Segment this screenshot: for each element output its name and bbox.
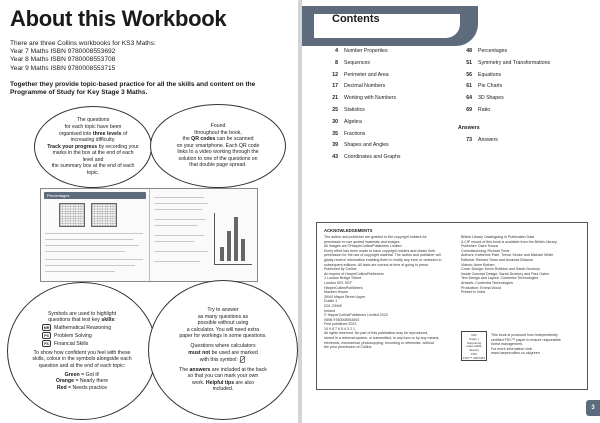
text-line: ISBN 9780008553692 bbox=[324, 317, 360, 322]
callout-text: skills, colour in the symbols alongside each bbox=[32, 356, 132, 363]
callout-text: possible without using bbox=[197, 320, 249, 327]
text-line: The author and publisher are grateful to the copyright holders for bbox=[324, 235, 427, 239]
text-line: subsequent editions. All facts are correct at time of going to press. bbox=[324, 262, 429, 267]
skill-financial-skills bbox=[22, 340, 142, 347]
text-line: © HarperCollinsPublishers Limited 2023 bbox=[324, 313, 388, 318]
text-line: First published 2023 bbox=[324, 322, 357, 327]
callout-text: The answers are included at the back bbox=[179, 366, 267, 373]
text-line: Cover Design: Kevin Robbins and Sarah Duxbury bbox=[461, 267, 540, 272]
acknowledgements-box bbox=[316, 222, 588, 390]
callout-text: that double page spread. bbox=[189, 162, 247, 169]
skills-callout bbox=[7, 282, 157, 420]
hundred-square-graphic bbox=[91, 203, 117, 227]
text-line-graphic bbox=[154, 225, 198, 226]
text-line-graphic bbox=[154, 197, 204, 198]
text-line: www.harpercollins.co.uk/green bbox=[491, 351, 540, 356]
levels-callout bbox=[34, 106, 152, 188]
text-line: A CIP record of this book is available from the British Library. bbox=[461, 239, 558, 244]
text-line: Dublin 1 bbox=[324, 299, 338, 304]
text-line-graphic bbox=[45, 265, 135, 266]
skill-label: Mathematical Reasoning bbox=[54, 324, 112, 331]
answers-heading: Answers bbox=[458, 124, 480, 131]
text-line: An imprint of HarperCollinsPublishers bbox=[324, 271, 384, 276]
text-line: electronic, mechanical, photocopying, recording or otherwise, without bbox=[324, 340, 434, 345]
toc-entry: 25 Statistics bbox=[332, 106, 365, 113]
confidence-green: Green = Got it! bbox=[64, 371, 100, 378]
text-line: Authors: Katherine Pate, Trevor Senior and Michael White bbox=[461, 253, 554, 258]
toc-entry: 35 Fractions bbox=[332, 130, 366, 137]
text-line: HarperCollinsPublishers bbox=[324, 285, 363, 290]
mathematical-reasoning-icon: MR bbox=[43, 326, 50, 331]
callout-text: with this symbol: bbox=[200, 356, 247, 363]
text-line: Videos: Anne Bothen bbox=[461, 262, 495, 267]
confidence-red: Red = Needs practice bbox=[56, 384, 108, 391]
callout-text: Symbols are used to highlight bbox=[47, 310, 117, 317]
toc-entry: 64 3D Shapes bbox=[466, 95, 504, 102]
financial-skills-icon: FS bbox=[42, 340, 51, 347]
text-line: London SE1 9GF bbox=[324, 280, 352, 285]
text-line-graphic bbox=[154, 219, 206, 220]
bar-graphic bbox=[220, 247, 224, 261]
text-line: Artwork: Contentra Technologies bbox=[461, 280, 513, 285]
callout-text: a calculator. You will need extra bbox=[186, 326, 260, 333]
text-line: Text Design and Layout: Contentra Technologies bbox=[461, 276, 539, 281]
toc-entry: 61 Pie Charts bbox=[466, 83, 503, 90]
intro-line: There are three Collins workbooks for KS3 Maths: bbox=[10, 40, 156, 47]
callout-text: organised into three levels of bbox=[58, 130, 128, 137]
page-title: About this Workbook bbox=[10, 6, 227, 31]
acknowledgements-left-column bbox=[324, 235, 452, 350]
text-line: 39/40 Mayor Street Upper bbox=[324, 294, 366, 299]
text-line-graphic bbox=[45, 271, 115, 272]
text-line: Publisher: Clare Souza bbox=[461, 244, 498, 249]
sample-spread-image bbox=[40, 188, 258, 282]
skill-mathematical-reasoning bbox=[22, 324, 142, 331]
text-line: the prior permission of Collins. bbox=[324, 345, 373, 350]
text-line-graphic bbox=[154, 251, 208, 252]
acknowledgements-right-column bbox=[461, 235, 583, 295]
sample-page-banner: Percentages bbox=[44, 192, 146, 199]
text-line: Editorial: Richard Toms and Amanda Dickson bbox=[461, 257, 533, 262]
toc-entry: 56 Equations bbox=[466, 71, 502, 78]
problem-solving-icon: PS bbox=[42, 332, 51, 339]
text-line: D01 C9W8 bbox=[324, 303, 342, 308]
text-line-graphic bbox=[45, 251, 125, 252]
text-line: Published by Collins bbox=[324, 267, 357, 272]
toc-entry: 12 Perimeter and Area bbox=[332, 71, 389, 78]
toc-entry: 17 Decimal Numbers bbox=[332, 83, 386, 90]
toc-entry: 48 Percentages bbox=[466, 48, 508, 54]
fsc-statement bbox=[491, 333, 581, 356]
callout-text: To show how confident you feel with these bbox=[33, 349, 131, 356]
qr-code-callout bbox=[150, 104, 286, 188]
toc-entry: 4 Number Properties bbox=[335, 48, 388, 54]
callout-text: must not be used are marked bbox=[188, 349, 258, 356]
text-line-graphic bbox=[154, 241, 194, 242]
toc-entry: 30 Algebra bbox=[332, 118, 362, 125]
callout-text: questions that test key skills: bbox=[48, 317, 116, 324]
callout-text: on your smartphone. Each QR code bbox=[176, 142, 260, 149]
text-line-graphic bbox=[45, 239, 133, 240]
toc-entry: 39 Shapes and Angles bbox=[332, 142, 389, 149]
text-line: Printed in India bbox=[461, 290, 485, 295]
page-number: 3 bbox=[586, 400, 600, 416]
text-line: All rights reserved. No part of this publication may be reproduced, bbox=[324, 331, 429, 336]
text-line: 10 9 8 7 6 5 4 3 2 1 bbox=[324, 326, 355, 331]
text-line: FSC™ C007454 bbox=[462, 355, 485, 360]
text-line-graphic bbox=[154, 203, 208, 204]
callout-text: work. Helpful tips are also bbox=[192, 379, 254, 386]
callout-text: question and at the end of each topic: bbox=[38, 363, 126, 369]
text-line: 1 London Bridge Street bbox=[324, 276, 361, 281]
toc-entry: 69 Ratio bbox=[466, 106, 491, 113]
intro-line: Year 9 Maths ISBN 9780008553715 bbox=[10, 64, 116, 72]
callout-text: Try to answer bbox=[207, 307, 239, 313]
callout-text: Track your progress by recording your bbox=[47, 143, 139, 150]
text-line: Every effort has been made to trace copyright holders and obtain their bbox=[324, 248, 436, 253]
left-page bbox=[0, 0, 298, 423]
contents-title: Contents bbox=[332, 13, 380, 25]
contents-header bbox=[302, 6, 478, 46]
toc-entry: 21 Working with Numbers bbox=[332, 95, 397, 102]
text-line: MIX bbox=[471, 333, 477, 337]
toc-entry: 51 Symmetry and Transformations bbox=[466, 59, 551, 66]
intro-summary: Together they provide topic-based practice for all the skills and content on the Programme of Study for Key Stage 3 Maths. bbox=[10, 81, 256, 97]
text-line-graphic bbox=[154, 209, 202, 210]
toc-entry: 8 Sequences bbox=[335, 59, 370, 66]
text-line-graphic bbox=[45, 259, 143, 260]
text-line: gladly receive information enabling them to rectify any error or omission in bbox=[324, 257, 442, 262]
callout-text: the QR codes can be scanned bbox=[182, 136, 254, 143]
skill-label: Problem Solving bbox=[54, 332, 92, 339]
text-line-graphic bbox=[45, 233, 143, 234]
fsc-logo bbox=[461, 331, 487, 361]
calculator-callout bbox=[148, 280, 298, 420]
text-line: permission to use quoted materials and images. bbox=[324, 239, 401, 244]
confidence-orange: Orange = Nearly there bbox=[55, 378, 109, 385]
skill-problem-solving bbox=[22, 332, 142, 339]
intro-line: Year 7 Maths ISBN 9780008553692 bbox=[10, 48, 116, 56]
toc-column-right bbox=[458, 46, 550, 146]
callout-text: as many questions as bbox=[197, 313, 249, 320]
callout-text: included. bbox=[212, 386, 234, 393]
hundred-square-graphic bbox=[59, 203, 85, 227]
skill-label: Financial Skills bbox=[54, 340, 89, 347]
text-line: This book is produced from independently bbox=[491, 333, 558, 337]
text-line: certified FSC™ paper to ensure responsible bbox=[491, 337, 561, 342]
text-line: Production: Emma Wood bbox=[461, 285, 501, 290]
right-page bbox=[302, 0, 600, 423]
text-line: Macken House bbox=[324, 290, 348, 295]
callout-text: paper for workings in some questions. bbox=[179, 333, 267, 340]
toc-entry: 43 Coordinates and Graphs bbox=[332, 154, 401, 161]
callout-text: the summary box at the end of each topic. bbox=[51, 163, 135, 177]
text-line: For more information visit: bbox=[491, 346, 533, 351]
callout-text: so that you can mark your own bbox=[187, 373, 259, 380]
bar-graphic bbox=[234, 217, 238, 261]
callout-text: The questions bbox=[76, 117, 110, 124]
toc-column-left bbox=[324, 46, 401, 164]
toc-entry: 73 Answers bbox=[466, 136, 498, 143]
no-calculator-icon bbox=[239, 356, 246, 363]
callout-text: increasing difficulty. bbox=[70, 137, 116, 144]
acknowledgements-title: ACKNOWLEDGEMENTS bbox=[324, 228, 373, 233]
text-line: Commissioning: Richard Toms bbox=[461, 248, 510, 253]
text-line: British Library Cataloguing in Publication Data bbox=[461, 235, 535, 239]
text-line-graphic bbox=[154, 235, 204, 236]
callout-text: throughout the book, bbox=[194, 129, 242, 136]
callout-text: solution to one of the questions on bbox=[178, 155, 258, 162]
text-line: FSC bbox=[471, 351, 477, 356]
text-line: Ireland bbox=[324, 308, 335, 313]
text-line: stored in a retrieval system, or transmitted, in any form or by any means, bbox=[324, 336, 440, 341]
text-line: All images are ©HarperCollinsPublishers Limited bbox=[324, 244, 402, 249]
intro-line: Year 8 Maths ISBN 9780008553708 bbox=[10, 56, 116, 64]
sample-page-right bbox=[150, 189, 258, 281]
intro-text bbox=[10, 40, 290, 73]
callout-text: Questions where calculators bbox=[190, 342, 256, 349]
text-line: responsible forestry bbox=[466, 344, 482, 353]
text-line-graphic bbox=[154, 261, 200, 262]
text-line: Paper | Supporting bbox=[466, 336, 482, 345]
bar-graphic bbox=[241, 239, 245, 261]
sample-page-left bbox=[41, 189, 150, 281]
callout-text: for each topic have been bbox=[64, 123, 122, 130]
callout-text: links to a video working through the bbox=[177, 149, 259, 156]
text-line: Inside Concept Design: Sarah Duxbury and Paul Oates bbox=[461, 271, 549, 276]
bar-graphic bbox=[227, 231, 231, 261]
callout-text: marks in the box at the end of each level and bbox=[52, 150, 134, 163]
text-line-graphic bbox=[45, 245, 139, 246]
text-line: forest management. bbox=[491, 342, 523, 347]
callout-text: Found bbox=[210, 122, 226, 129]
text-line: permission for the use of copyright material. The author and publisher will bbox=[324, 253, 441, 258]
